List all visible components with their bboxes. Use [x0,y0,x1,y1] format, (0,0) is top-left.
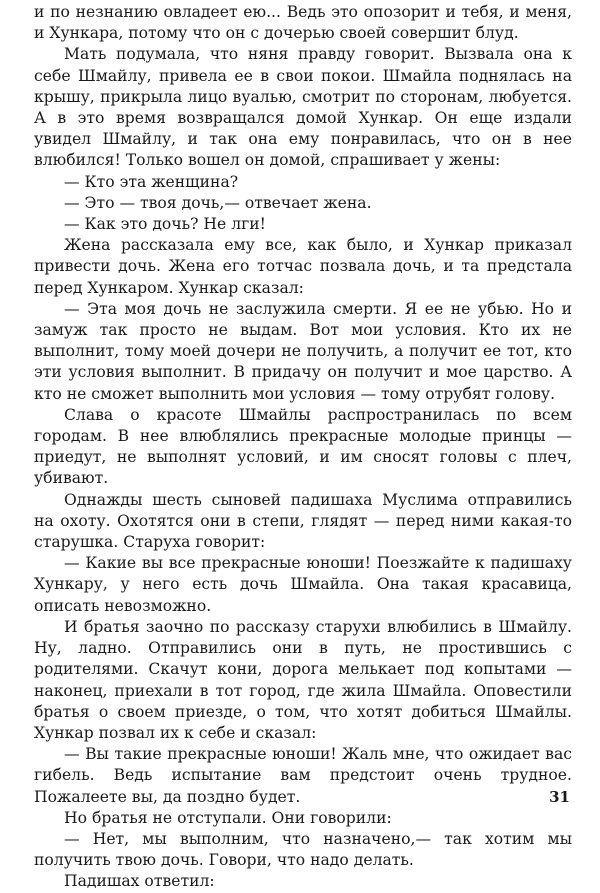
dialogue-line: — Нет, мы выполним, что назначено,— так хотим мы получить твою дочь. Говори, что надо делать. [34,829,572,870]
dialogue-line: — Вы такие прекрасные юноши! Жаль мне, что ожидает вас гибель. Ведь испытание вам предстоит очень трудное. Пожалеете вы, да поздно будет. [34,745,572,806]
paragraph: Но братья не отступали. Они говорили: [64,808,392,827]
paragraph: Слава о красоте Шмайлы распространилась по всем городам. В нее влюблялись прекрасные молодые принцы — приедут, не выполнят условий, и им сносят головы с плеч, убивают. [34,405,572,488]
dialogue-line: — Это — твоя дочь,— отвечает жена. [64,193,372,212]
dialogue-line: — Как это дочь? Не лги! [64,215,266,234]
paragraph: Мать подумала, что няня правду говорит. Вызвала она к себе Шмайлу, привела ее в свои покои. Шмайла поднялась на крышу, прикрыла лицо вуалью, смотрит по сторонам, любуется. А в это время возвращался домой Хункар. Он еще издали увидел Шмайлу, и так она ему понравилась, что он в нее влюбился! Только вошел он домой, спрашивает у жены: [34,45,572,170]
paragraph: И братья заочно по рассказу старухи влюбились в Шмайлу. Ну, ладно. Отправились они в путь, не простившись с родителями. Скачут кони, дорога мелькает под копытами — наконец, приехали в тот город, где жила Шмайла. Оповестили братья о своем приезде, о том, что хотят добиться Шмайлы. Хункар позвал их к себе и сказал: [34,617,572,742]
page-number: 31 [549,788,570,806]
dialogue-line: — Кто эта женщина? [64,172,239,191]
dialogue-line: — Эта моя дочь не заслужила смерти. Я ее не убью. Но и замуж так просто не выдам. Вот мои условия. Кто их не выполнит, тому моей дочери не получить, а получит ее тот, кто эти условия выполнит. В придачу он получит и мое царство. А кто не сможет выполнить мои условия — тому отрубят голову. [34,299,572,403]
paragraph: и по незнанию овладеет ею... Ведь это опозорит и тебя, и меня, и Хункара, потому что он с дочерью своей совершит блуд. [34,3,572,43]
paragraph: Падишах ответил: [64,872,215,891]
paragraph: Однажды шесть сыновей падишаха Муслима отправились на охоту. Охотятся они в степи, глядят — перед ними какая-то старушка. Старуха говорит: [34,490,572,552]
paragraph: Жена рассказала ему все, как было, и Хункар приказал привести дочь. Жена его тотчас позвала дочь, и та предстала перед Хункаром. Хункар сказал: [34,236,572,297]
dialogue-line: — Какие вы все прекрасные юноши! Поезжайте к падишаху Хункару, у него есть дочь Шмайла. Она такая красавица, описать невозможно. [34,554,572,615]
